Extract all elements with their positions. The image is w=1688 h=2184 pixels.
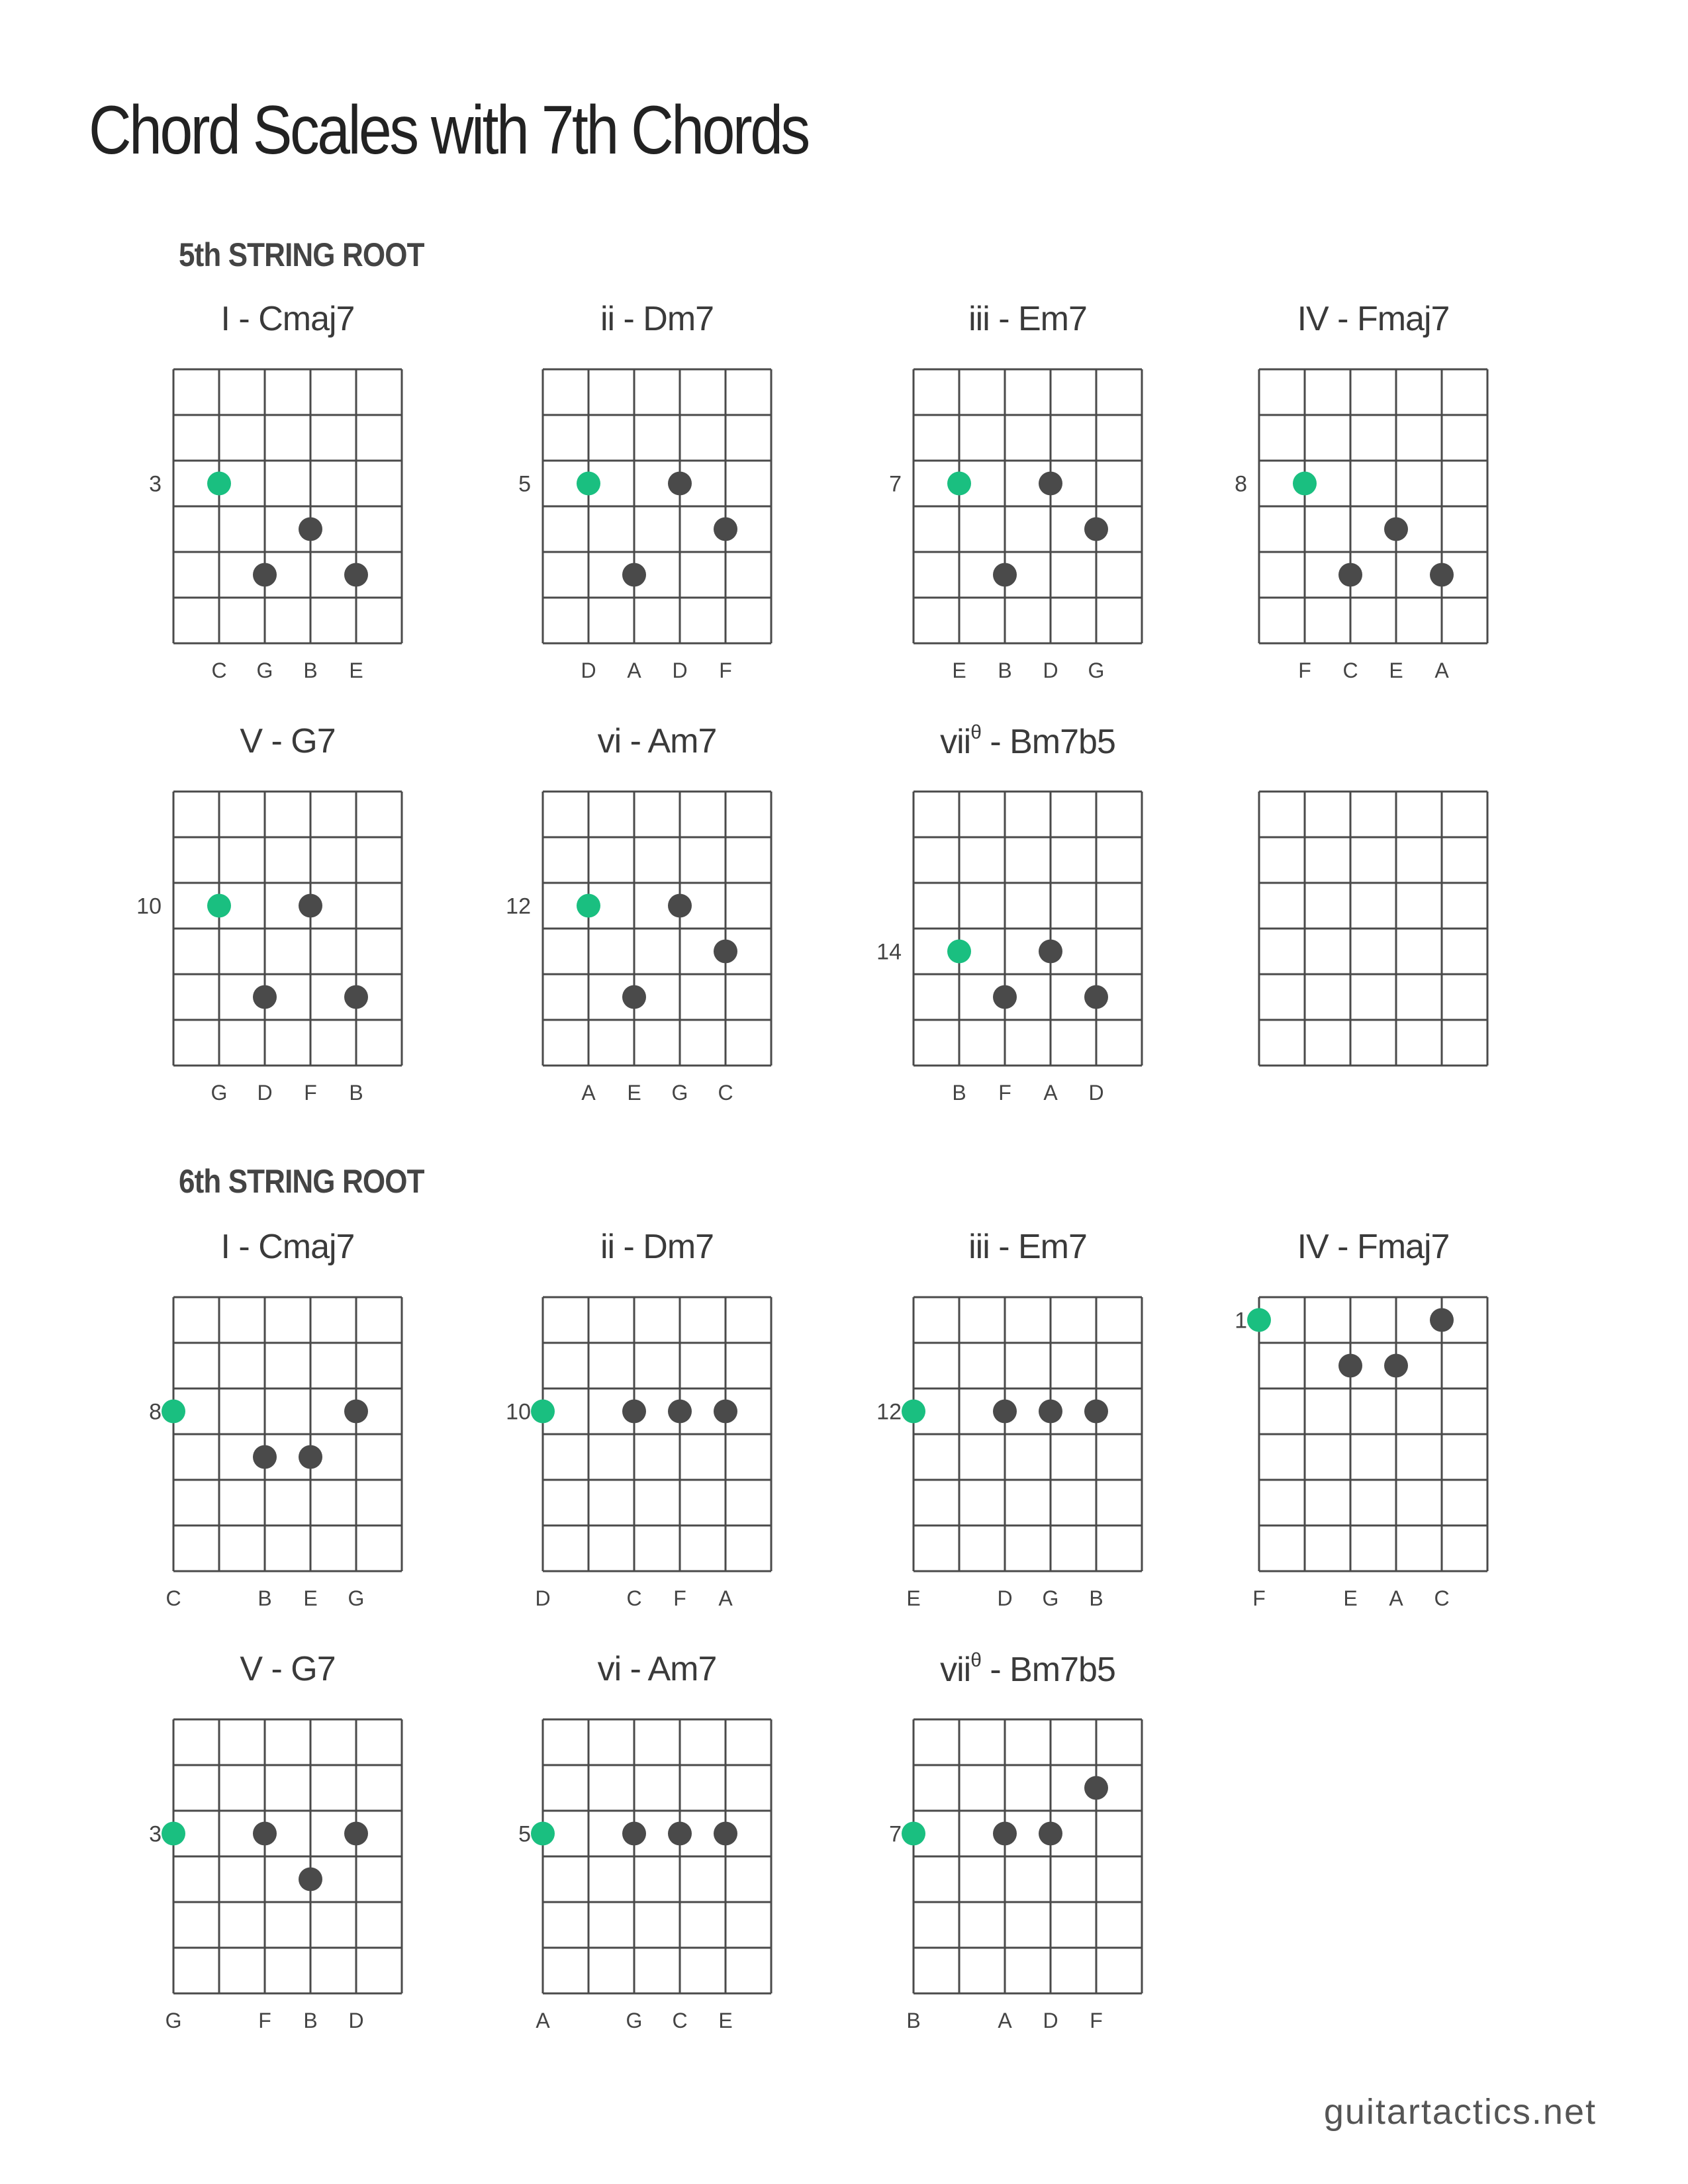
chord-name: ii - Dm7 <box>600 1228 714 1266</box>
fret-number: 5 <box>518 471 531 497</box>
chord-note-dot <box>299 1445 322 1469</box>
note-label: C <box>211 659 227 682</box>
chord-symbol: G7 <box>291 722 336 760</box>
fretboard-grid <box>173 1297 402 1571</box>
note-label: D <box>1043 659 1058 682</box>
note-label: D <box>1043 2009 1058 2032</box>
root-note-dot <box>577 472 600 496</box>
chord-diagram <box>1235 369 1487 696</box>
chord-note-dot <box>1039 1400 1062 1424</box>
fret-number: 14 <box>876 939 902 965</box>
fretboard-grid <box>173 792 402 1066</box>
root-note-dot <box>947 940 971 964</box>
note-label: D <box>348 2009 364 2032</box>
chord-degree: ii <box>600 1228 615 1266</box>
chord-note-dot <box>253 985 277 1009</box>
note-label: F <box>998 1081 1011 1105</box>
note-label: G <box>256 659 273 682</box>
chord-diagram <box>889 1719 1142 2046</box>
note-label: G <box>1088 659 1105 682</box>
note-label: E <box>952 659 966 682</box>
root-note-dot <box>162 1400 185 1424</box>
chord-diagram <box>506 1297 771 1624</box>
note-label: D <box>257 1081 273 1105</box>
chord-name: IV - Fmaj7 <box>1297 300 1450 338</box>
root-note-dot <box>162 1822 185 1846</box>
note-label: B <box>303 659 318 682</box>
root-note-dot <box>902 1400 925 1424</box>
fret-number: 8 <box>1235 471 1247 497</box>
fret-number: 1 <box>1235 1308 1247 1334</box>
note-label: F <box>673 1586 686 1610</box>
chord-note-dot <box>1338 1354 1362 1378</box>
root-note-dot <box>531 1400 555 1424</box>
note-label: A <box>998 2009 1012 2032</box>
chord-diagram <box>518 1719 771 2046</box>
fret-number: 8 <box>149 1399 162 1425</box>
chord-name: iii - Em7 <box>968 1228 1087 1266</box>
chord-diagram <box>876 792 1142 1118</box>
chord-diagram <box>876 1297 1142 1624</box>
note-label: C <box>718 1081 733 1105</box>
chord-note-dot <box>1039 1822 1062 1846</box>
chord-note-dot <box>622 1400 646 1424</box>
note-label: E <box>1389 659 1403 682</box>
root-note-dot <box>577 894 600 918</box>
chord-note-dot <box>299 1868 322 1891</box>
note-label: G <box>671 1081 688 1105</box>
chord-name: V - G7 <box>240 722 336 760</box>
fretboard-grid <box>543 369 771 643</box>
note-label: A <box>1434 659 1449 682</box>
chord-name: vii$^\theta$ - Bm7b5 <box>940 721 1115 761</box>
root-note-dot <box>902 1822 925 1846</box>
chord-name: iii - Em7 <box>968 300 1087 338</box>
chord-note-dot <box>993 1822 1017 1846</box>
fretboard-grid <box>1259 792 1487 1066</box>
root-note-dot <box>207 472 231 496</box>
note-label: B <box>258 1586 272 1610</box>
fretboard-grid <box>173 369 402 643</box>
chord-note-dot <box>253 1445 277 1469</box>
chord-note-dot <box>344 1400 368 1424</box>
chord-note-dot <box>622 1822 646 1846</box>
fret-number: 7 <box>889 1821 902 1847</box>
fret-number: 3 <box>149 471 162 497</box>
chord-degree: vii <box>940 723 971 761</box>
fretboard-grid <box>543 1719 771 1993</box>
chord-note-dot <box>1384 1354 1408 1378</box>
note-label: E <box>349 659 363 682</box>
fretboard-grid <box>543 1297 771 1571</box>
chord-symbol: Em7 <box>1017 300 1087 338</box>
section-title: 6th STRING ROOT <box>179 1163 424 1200</box>
chord-note-dot <box>714 1822 737 1846</box>
fretboard-grid <box>1259 1297 1487 1571</box>
chord-degree: iii <box>968 300 990 338</box>
note-label: A <box>627 659 641 682</box>
note-label: D <box>672 659 688 682</box>
chord-note-dot <box>993 1400 1017 1424</box>
chord-degree: vi <box>597 1650 622 1688</box>
note-label: G <box>626 2009 643 2032</box>
note-label: C <box>626 1586 642 1610</box>
chord-diagram <box>149 369 402 696</box>
fret-number: 12 <box>876 1399 902 1425</box>
chord-note-dot <box>253 563 277 587</box>
chord-note-dot <box>993 563 1017 587</box>
fretboard-grid <box>1259 369 1487 643</box>
fret-number: 10 <box>136 893 162 919</box>
chord-note-dot <box>1430 563 1454 587</box>
site-footer[interactable]: guitartactics.net <box>1323 2092 1597 2132</box>
chord-note-dot <box>253 1822 277 1846</box>
note-label: F <box>1090 2009 1103 2032</box>
chord-symbol: Fmaj7 <box>1356 1228 1450 1266</box>
chord-symbol: Cmaj7 <box>258 300 355 338</box>
chord-diagram <box>889 369 1142 696</box>
chord-name: ii - Dm7 <box>600 300 714 338</box>
note-label: G <box>1042 1586 1059 1610</box>
chord-degree: I <box>220 300 230 338</box>
chord-note-dot <box>1039 940 1062 964</box>
note-label: C <box>165 1586 181 1610</box>
note-label: C <box>1434 1586 1450 1610</box>
note-label: A <box>1389 1586 1403 1610</box>
note-label: E <box>718 2009 733 2032</box>
fret-number: 7 <box>889 471 902 497</box>
chord-name: vi - Am7 <box>597 722 717 760</box>
fretboard-grid <box>914 1297 1142 1571</box>
section-title: 5th STRING ROOT <box>179 236 424 273</box>
note-label: B <box>303 2009 318 2032</box>
chord-note-dot <box>714 518 737 541</box>
chord-diagram <box>518 369 771 696</box>
chord-note-dot <box>668 472 692 496</box>
chord-name: V - G7 <box>240 1650 336 1688</box>
chord-symbol: Dm7 <box>643 300 714 338</box>
chord-diagram <box>149 1719 402 2046</box>
note-label: C <box>1342 659 1358 682</box>
chord-degree: vii <box>940 1651 971 1689</box>
root-note-dot <box>1247 1308 1271 1332</box>
note-label: G <box>211 1081 228 1105</box>
chord-name: vii$^\theta$ - Bm7b5 <box>940 1649 1115 1689</box>
root-note-dot <box>531 1822 555 1846</box>
chord-degree-symbol: θ <box>970 721 981 743</box>
chord-note-dot <box>299 894 322 918</box>
chord-diagram <box>136 792 402 1118</box>
note-label: D <box>581 659 596 682</box>
chord-note-dot <box>993 985 1017 1009</box>
chord-note-dot <box>1084 1776 1108 1800</box>
fret-number: 12 <box>506 893 531 919</box>
chord-note-dot <box>622 563 646 587</box>
chord-symbol: Em7 <box>1017 1228 1087 1266</box>
note-label: G <box>165 2009 182 2032</box>
fretboard-grid <box>173 1719 402 1993</box>
chord-symbol: Cmaj7 <box>258 1228 355 1266</box>
chord-symbol: Dm7 <box>643 1228 714 1266</box>
chord-symbol: Am7 <box>647 722 717 760</box>
chord-degree: ii <box>600 300 615 338</box>
chord-diagram <box>1259 792 1487 1118</box>
root-note-dot <box>1293 472 1317 496</box>
chord-note-dot <box>1039 472 1062 496</box>
chord-name: I - Cmaj7 <box>220 300 355 338</box>
note-label: E <box>627 1081 641 1105</box>
note-label: F <box>1252 1586 1266 1610</box>
fretboard-grid <box>914 1719 1142 1993</box>
note-label: C <box>672 2009 688 2032</box>
chord-note-dot <box>1338 563 1362 587</box>
note-label: A <box>1043 1081 1058 1105</box>
chord-note-dot <box>622 985 646 1009</box>
chord-note-dot <box>668 894 692 918</box>
chord-diagram <box>506 792 771 1118</box>
chord-degree: vi <box>597 722 622 760</box>
chord-note-dot <box>344 985 368 1009</box>
chord-diagram <box>1235 1297 1487 1624</box>
chord-diagram <box>149 1297 402 1624</box>
chord-symbol: G7 <box>291 1650 336 1688</box>
chord-note-dot <box>344 1822 368 1846</box>
chord-degree: IV <box>1297 1228 1329 1266</box>
chord-degree: iii <box>968 1228 990 1266</box>
chord-note-dot <box>299 518 322 541</box>
chord-symbol: Bm7b5 <box>1009 1651 1115 1689</box>
chord-note-dot <box>1084 985 1108 1009</box>
chord-name: IV - Fmaj7 <box>1297 1228 1450 1266</box>
chord-degree-symbol: θ <box>970 1649 981 1671</box>
note-label: D <box>535 1586 551 1610</box>
chord-degree: I <box>220 1228 230 1266</box>
chord-note-dot <box>344 563 368 587</box>
note-label: A <box>718 1586 733 1610</box>
note-label: E <box>303 1586 318 1610</box>
chord-note-dot <box>668 1822 692 1846</box>
note-label: B <box>906 2009 921 2032</box>
fretboard-grid <box>914 369 1142 643</box>
note-label: B <box>998 659 1012 682</box>
chord-symbol: Am7 <box>647 1650 717 1688</box>
note-label: E <box>1343 1586 1358 1610</box>
chord-note-dot <box>714 1400 737 1424</box>
root-note-dot <box>947 472 971 496</box>
chord-symbol: Bm7b5 <box>1009 723 1115 761</box>
note-label: F <box>1298 659 1311 682</box>
note-label: B <box>952 1081 966 1105</box>
chord-symbol: Fmaj7 <box>1356 300 1450 338</box>
note-label: D <box>1088 1081 1104 1105</box>
note-label: A <box>536 2009 550 2032</box>
note-label: F <box>304 1081 317 1105</box>
fretboard-grid <box>543 792 771 1066</box>
chord-name: I - Cmaj7 <box>220 1228 355 1266</box>
chord-note-dot <box>714 940 737 964</box>
fret-number: 5 <box>518 1821 531 1847</box>
chord-note-dot <box>668 1400 692 1424</box>
root-note-dot <box>207 894 231 918</box>
chord-note-dot <box>1384 518 1408 541</box>
fret-number: 3 <box>149 1821 162 1847</box>
chord-degree: V <box>240 1650 263 1688</box>
fretboard-grid <box>914 792 1142 1066</box>
chord-degree: IV <box>1297 300 1329 338</box>
note-label: B <box>1089 1586 1103 1610</box>
fret-number: 10 <box>506 1399 531 1425</box>
note-label: F <box>719 659 732 682</box>
note-label: D <box>997 1586 1013 1610</box>
page-title: Chord Scales with 7th Chords <box>89 92 808 169</box>
note-label: G <box>348 1586 365 1610</box>
note-label: E <box>906 1586 921 1610</box>
note-label: A <box>581 1081 596 1105</box>
chord-note-dot <box>1084 1400 1108 1424</box>
chord-note-dot <box>1430 1308 1454 1332</box>
note-label: B <box>349 1081 363 1105</box>
chord-name: vi - Am7 <box>597 1650 717 1688</box>
note-label: F <box>258 2009 271 2032</box>
chord-note-dot <box>1084 518 1108 541</box>
chord-degree: V <box>240 722 263 760</box>
